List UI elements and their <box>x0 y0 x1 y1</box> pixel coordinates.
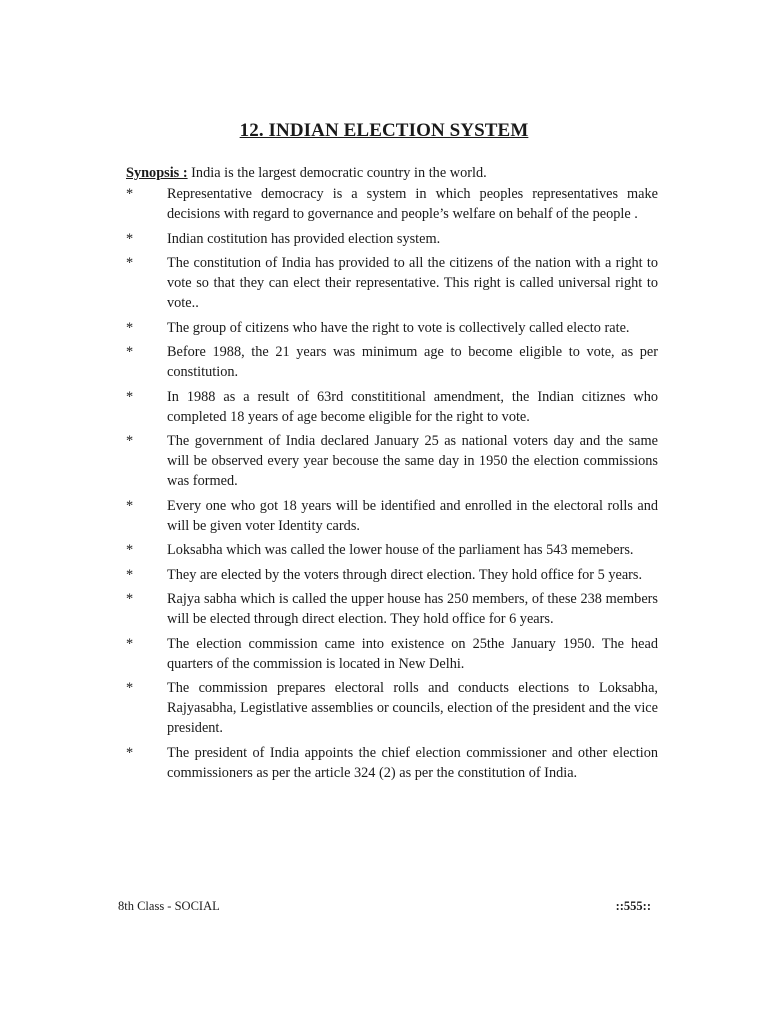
bullet-marker: * <box>126 230 134 247</box>
bullet-marker: * <box>126 319 134 336</box>
bullet-marker: * <box>126 186 134 202</box>
bullet-text: The election commission came into existence on 25the January 1950. The head quarters of the commission is located in New Delhi. <box>167 635 658 672</box>
bullet-item <box>126 565 658 585</box>
bullet-item <box>126 496 658 536</box>
bullet-item <box>126 342 658 382</box>
bullet-item <box>126 184 658 224</box>
bullet-marker: * <box>126 635 134 652</box>
bullet-marker: * <box>126 566 134 583</box>
synopsis-text: India is the largest democratic country in the world. <box>187 165 487 181</box>
bullet-text: The constitution of India has provided to all the citizens of the nation with a right to vote so that they can elect their representative. This right is called universal right to vote.. <box>167 255 658 311</box>
synopsis-label: Synopsis : <box>126 165 188 181</box>
bullet-text: The government of India declared January 25 as national voters day and the same will be observed every year becouse the same day in 1950 the election commissions was formed. <box>167 433 658 489</box>
bullet-marker: * <box>126 744 134 761</box>
bullet-item <box>126 540 658 560</box>
footer-page-number: ::555:: <box>615 899 651 913</box>
bullet-item <box>126 253 658 313</box>
bullet-text: Before 1988, the 21 years was minimum age to become eligible to vote, as per constitution. <box>167 344 658 380</box>
document-body <box>126 163 658 787</box>
bullet-marker: * <box>126 388 134 405</box>
synopsis-paragraph <box>126 163 658 183</box>
bullet-marker: * <box>126 542 134 558</box>
bullet-item <box>126 431 658 491</box>
bullet-text: The group of citizens who have the right to vote is collectively called electo rate. <box>167 319 630 336</box>
bullet-text: Every one who got 18 years will be identified and enrolled in the electoral rolls and will be given voter Identity cards. <box>167 497 658 534</box>
bullet-item <box>126 678 658 738</box>
bullet-item <box>126 318 658 338</box>
bullet-item <box>126 743 658 783</box>
bullet-text: The president of India appoints the chief election commissioner and other election commissioners as per the article 324 (2) as per the constitution of India. <box>167 744 658 781</box>
bullet-marker: * <box>126 591 134 607</box>
bullet-text: Loksabha which was called the lower house of the parliament has 543 memebers. <box>167 542 634 558</box>
bullet-text: They are elected by the voters through direct election. They hold office for 5 years. <box>167 566 643 583</box>
bullet-item <box>126 229 658 249</box>
bullet-item <box>126 387 658 427</box>
bullet-marker: * <box>126 255 134 271</box>
bullet-item <box>126 634 658 674</box>
bullet-list <box>126 184 658 783</box>
bullet-text: Indian costitution has provided election system. <box>167 230 441 247</box>
bullet-text: Rajya sabha which is called the upper house has 250 members, of these 238 members will be elected through direct election. They hold office for 6 years. <box>167 591 658 627</box>
bullet-marker: * <box>126 680 134 696</box>
bullet-marker: * <box>126 497 134 514</box>
bullet-text: Representative democracy is a system in which peoples representatives make decisions with regard to governance and people’s welfare on behalf of the people . <box>167 186 658 222</box>
bullet-marker: * <box>126 433 134 449</box>
footer-class-label: 8th Class - SOCIAL <box>118 899 220 913</box>
bullet-item <box>126 589 658 629</box>
page-title: 12. INDIAN ELECTION SYSTEM <box>239 120 529 141</box>
bullet-text: In 1988 as a result of 63rd constititional amendment, the Indian citiznes who completed 18 years of age become eligible for the right to vote. <box>167 388 658 425</box>
bullet-text: The commission prepares electoral rolls and conducts elections to Loksabha, Rajyasabha, Legistlative assemblies or councils, election of the president and the vice president. <box>167 680 658 736</box>
bullet-marker: * <box>126 344 134 360</box>
